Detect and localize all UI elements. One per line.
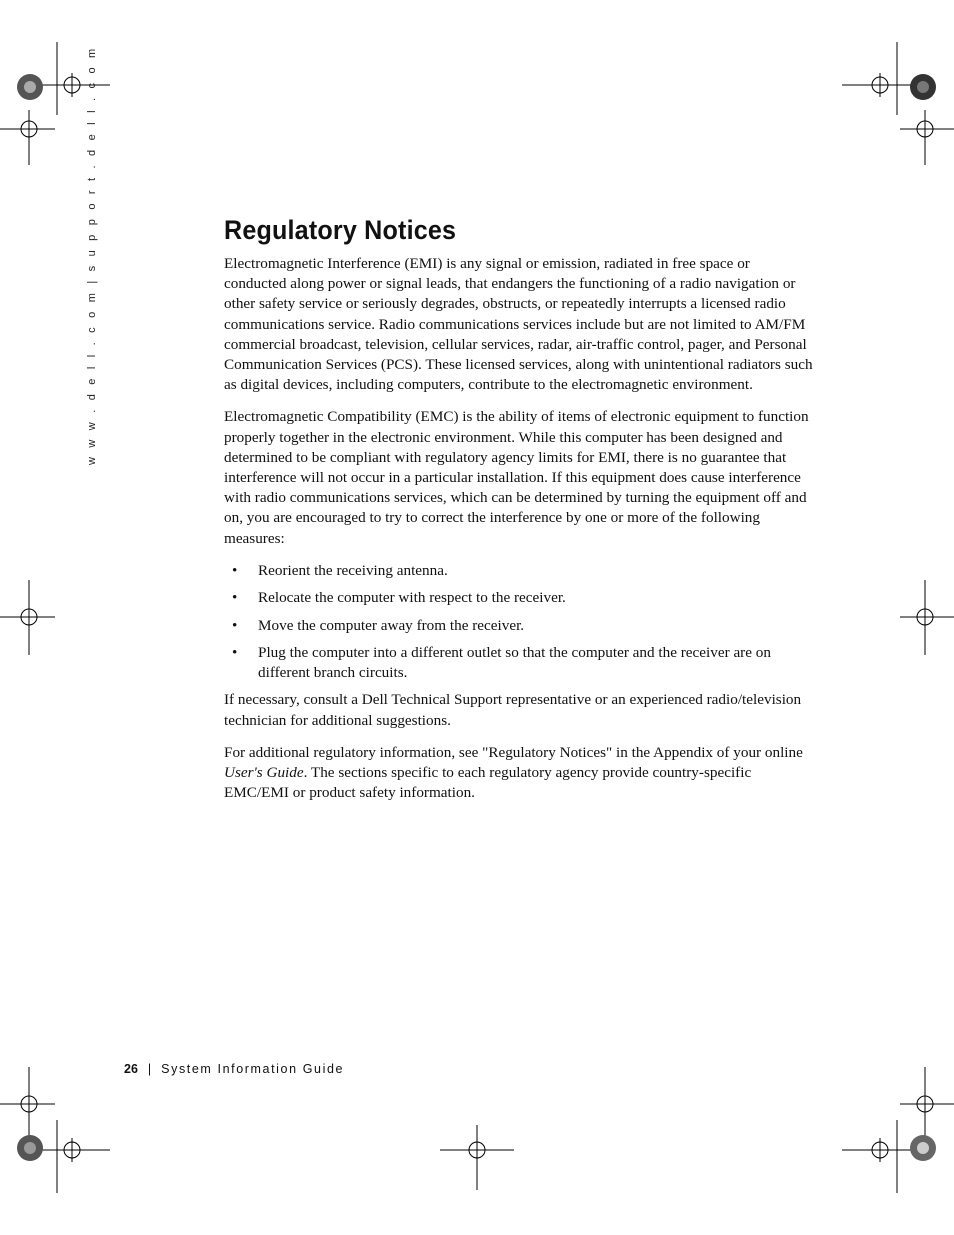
sidebar-url: w w w . d e l l . c o m | s u p p o r t . d e l l . c o m	[86, 45, 98, 465]
list-item-text: Move the computer away from the receiver.	[258, 616, 525, 634]
list-item	[224, 561, 816, 581]
paragraph-emi: Electromagnetic Interference (EMI) is any signal or emission, radiated in free space or conducted along power or signal leads, that endangers the functioning of a radio navigation or other safety service or seriously degrades, obstructs, or repeatedly interrupts a licensed radio communications service. Radio communications services include but are not limited to AM/FM commercial broadcast, television, cellular services, radar, air-traffic control, pager, and Personal Communication Services (PCS). These licensed services, along with unintentional radiators such as digital devices, including computers, contribute to the electromagnetic environment.	[224, 255, 813, 394]
main-content	[224, 215, 816, 815]
paragraph-text-end: . The sections specific to each regulatory agency provide country-specific EMC/EMI or product safety information.	[224, 763, 752, 802]
page-footer	[124, 1062, 344, 1076]
paragraph-additional-info	[224, 743, 816, 804]
bullet-icon: •	[232, 561, 238, 579]
list-item	[224, 588, 816, 608]
footer-separator: |	[147, 1062, 152, 1076]
footer-doc-title: System Information Guide	[161, 1062, 345, 1076]
list-item-text: Plug the computer into a different outlet so that the computer and the receiver are on different branch circuits.	[258, 644, 771, 681]
bullet-icon: •	[232, 644, 238, 662]
list-item-text: Relocate the computer with respect to the receiver.	[258, 589, 566, 607]
bullet-icon: •	[232, 616, 238, 634]
measures-list	[224, 561, 816, 683]
paragraph-emc: Electromagnetic Compatibility (EMC) is the ability of items of electronic equipment to function properly together in the electronic environment. While this computer has been designed and determined to be compliant with regulatory agency limits for EMI, there is no guarantee that interference will not occur in a particular installation. If this equipment does cause interference with radio communications services, which can be determined by turning the equipment off and on, you are encouraged to try to correct the interference by one or more of the following measures:	[224, 408, 809, 547]
paragraph-support: If necessary, consult a Dell Technical Support representative or an experienced radio/television technician for additional suggestions.	[224, 691, 802, 729]
page-number: 26	[124, 1062, 138, 1076]
list-item	[224, 643, 816, 682]
list-item	[224, 616, 816, 636]
list-item-text: Reorient the receiving antenna.	[258, 561, 448, 579]
paragraph-text-start: For additional regulatory information, see "Regulatory Notices" in the Appendix of your online	[224, 743, 803, 761]
page-title: Regulatory Notices	[224, 215, 457, 245]
bullet-icon: •	[232, 589, 238, 607]
users-guide-reference: User's Guide	[224, 763, 304, 781]
